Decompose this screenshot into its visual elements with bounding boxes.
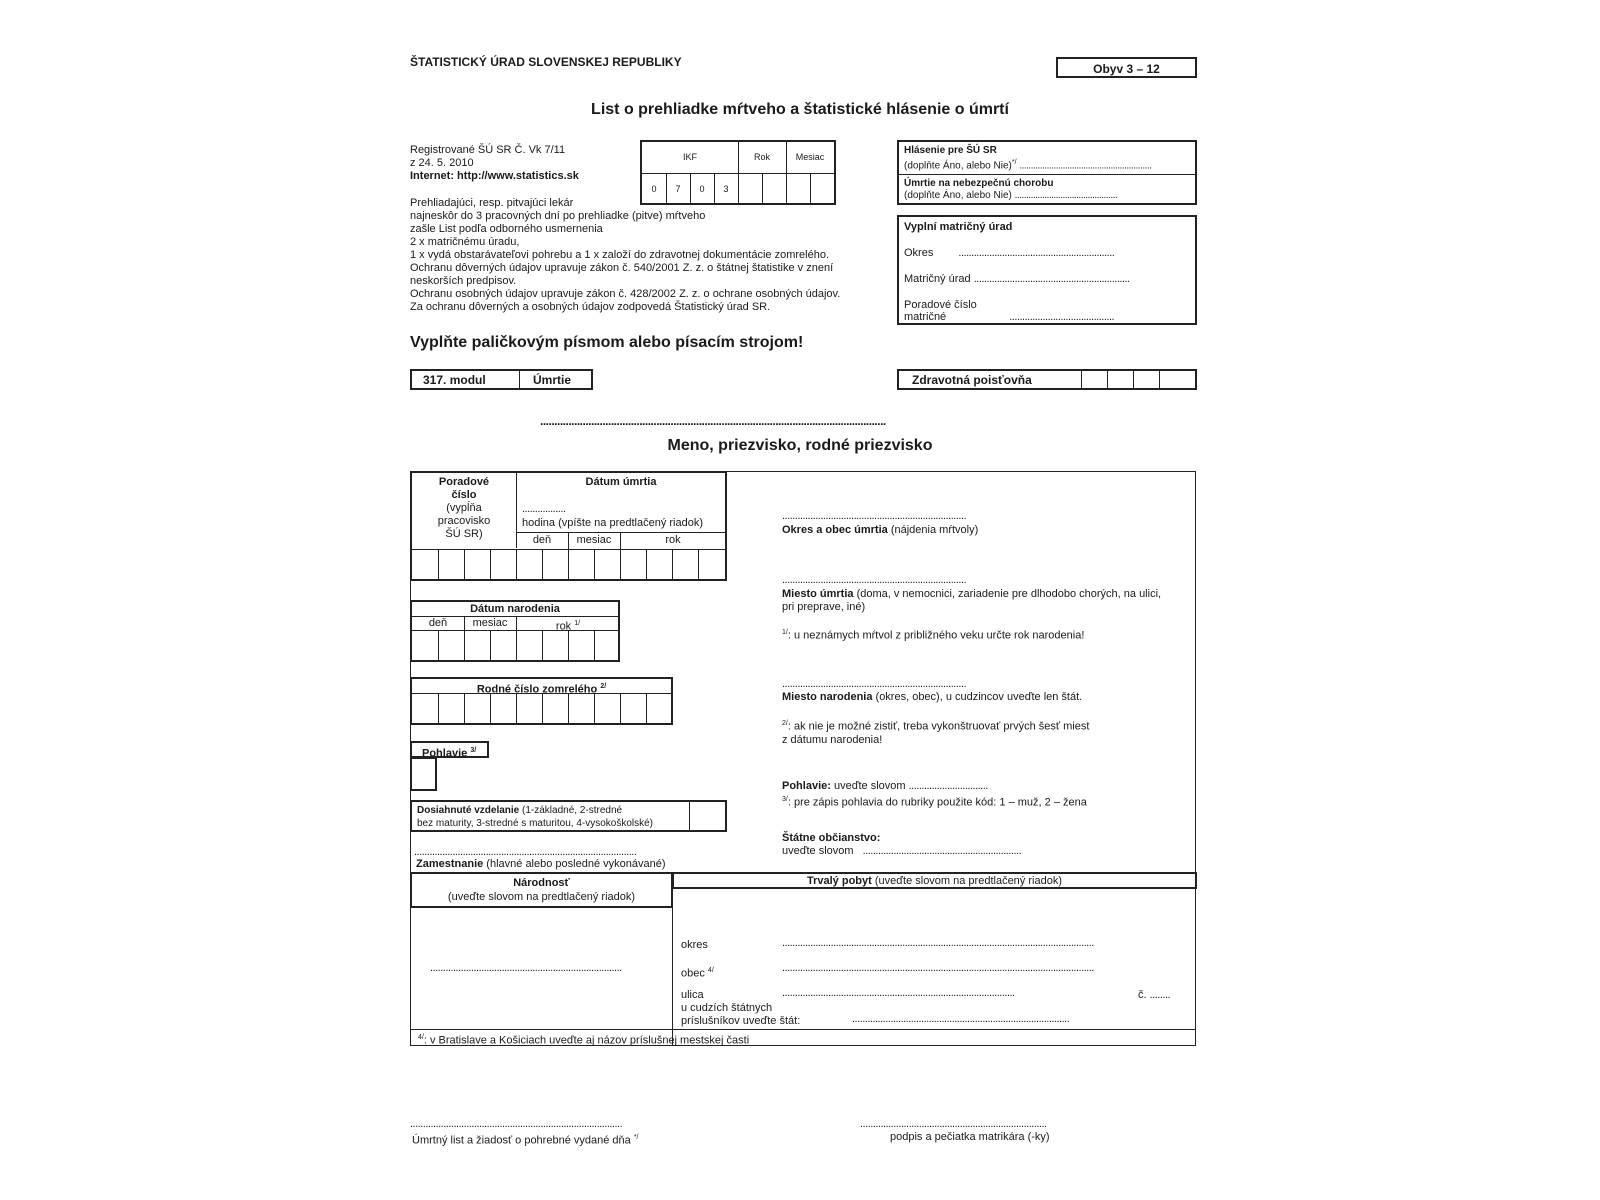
nationality-label: Národnosť [513,877,570,889]
day-label: deň [428,617,448,629]
ikf-digit: 7 [675,184,681,194]
okres-label: Okres [904,247,934,259]
instruction-line: Ochranu osobných údajov upravuje zákon č. 428/2002 Z. z. o ochrane osobných údajov. [410,288,841,300]
year-label: rok [665,534,681,546]
education-note: bez maturity, 3-stredné s maturitou, 4-vysokoškolské) [417,818,654,829]
issued-date-field[interactable]: ................................................................................... [410,1118,623,1130]
poradove-label2: matričné [904,311,947,323]
instruction-line: Prehliadajúci, resp. pitvajúci lekár [410,197,574,209]
sex-text-note: uveďte slovom [830,780,906,792]
instruction-line: neskorších predpisov. [410,275,517,287]
signature-label: podpis a pečiatka matrikára (-ky) [890,1131,1050,1143]
residence-title-box [672,872,1197,889]
poradove-cislo [412,476,516,541]
citizenship-field[interactable]: .............................................................. [862,845,1022,857]
signature-field[interactable]: ......................................................................... [860,1118,1047,1130]
death-place-field[interactable]: ........................................................................ [782,510,967,522]
insurance-label: Zdravotná poisťovňa [912,373,1032,387]
fill-note: Vyplňte paličkovým písmom alebo písacím strojom! [410,334,804,351]
year-text: rok [555,620,572,633]
residence-ulica-label: ulica [681,989,704,1001]
name-field[interactable]: .......................................................................................................................... [540,414,886,428]
foreign-label: príslušníkov uveďte štát: [681,1015,801,1027]
registry-title: Vyplní matričný úrad [904,221,1013,233]
poradove-text: Poradové [438,476,490,488]
death-location-field[interactable]: ........................................................................ [782,574,967,586]
footnote-2: : ak nie je možné zistiť, treba vykonštruovať prvých šesť miest [787,720,1090,733]
ikf-header: IKF [682,152,697,162]
residence-ulica-field[interactable]: ........................................................................................... [782,987,1015,999]
registration-info [410,144,579,183]
module-name: Úmrtie [533,373,572,387]
ikf-table [640,140,836,205]
nationality-note: (uveďte slovom na predtlačený riadok) [447,891,636,903]
name-caption: Meno, priezvisko, rodné priezvisko [667,437,933,454]
education-label: Dosiahnuté vzdelanie [417,805,520,816]
death-date-block [410,471,727,581]
residence-number-field[interactable]: ........ [1149,989,1171,1001]
rok-header: Rok [753,152,770,162]
footnote-mark: 3/ [470,747,477,754]
institution-name: ŠTATISTICKÝ ÚRAD SLOVENSKEJ REPUBLIKY [410,55,682,69]
footnote-mark: 4/ [418,1034,424,1041]
sex-text-field[interactable]: ............................... [908,780,988,792]
footnote-mark: */ [633,1134,639,1141]
okres-field[interactable]: ............................................................. [958,247,1115,259]
report-title: Hlásenie pre ŠÚ SR [904,145,997,156]
instruction-line: Ochranu dôverných údajov upravuje zákon č. 540/2001 Z. z. o štátnej štatistike v znení [410,262,834,274]
death-location-label: Miesto úmrtia [782,588,854,600]
occupation-note: (hlavné alebo posledné vykonávané) [483,858,666,870]
death-date-cells[interactable] [412,549,725,579]
sex-text-label: Pohlavie: [782,780,831,792]
occupation-label: Zamestnanie [416,858,484,870]
footnote-mark: */ [1011,159,1017,166]
form-code: Obyv 3 – 12 [1056,57,1197,78]
report-box [897,140,1197,205]
footnote-3: : pre zápis pohlavia do rubriky použite kód: 1 – muž, 2 – žena [787,796,1087,809]
birth-number-text: Rodné číslo zomrelého [476,683,598,696]
citizenship-label: Štátne občianstvo: [782,832,881,844]
poradove-text: pracovisko [437,515,491,527]
mesiac-header: Mesiac [795,152,825,162]
death-location-note: (doma, v nemocnici, zariadenie pre dlhodobo chorých, na ulici, [853,588,1162,600]
instruction-line: Za ochranu dôverných a osobných údajov zodpovedá Štatistický úrad SR. [410,301,771,313]
residence-okres-label: okres [681,939,708,951]
registry-box [897,215,1197,325]
instructions [410,197,840,314]
education-block [410,800,727,832]
poradove-label: Poradové číslo [904,299,977,311]
residence-number-label: č. [1138,989,1147,1001]
instruction-line: najneskôr do 3 pracovných dní po prehliadke (pitve) mŕtveho [410,210,706,222]
death-place-note: (nájdenia mŕtvoly) [887,524,979,536]
foreign-label: u cudzích štátnych [681,1002,773,1014]
registration-date: z 24. 5. 2010 [410,157,474,169]
footnote-mark: 2/ [600,683,607,690]
instruction-line: 2 x matričnému úradu, [410,236,520,248]
instruction-line: 1 x vydá obstarávateľovi pohrebu a 1 x založí do zdravotnej dokumentácie zomrelého. [410,249,830,261]
birth-date-block [410,600,620,662]
birth-place-label: Miesto narodenia [782,691,873,703]
residence-note: (uveďte slovom na predtlačený riadok) [871,875,1062,887]
nationality-field[interactable]: ........................................................................... [430,962,622,974]
issued-date-label: Úmrtný list a žiadosť o pohrebné vydané dňa [412,1134,631,1147]
poradove-text: ŠÚ SR) [445,528,483,540]
footnote-mark: 1/ [782,629,788,636]
disease-answer-field[interactable]: ............................................. [1014,190,1118,201]
poradove-text: (vypĺňa [446,502,482,514]
birth-number-block [410,677,673,725]
registration-line: Registrované ŠÚ SR Č. Vk 7/11 [410,144,566,156]
residence-obec-field[interactable]: .......................................................................................................................... [782,962,1094,974]
disease-title: Úmrtie na nebezpečnú chorobu [904,178,1054,189]
birth-place-note: (okres, obec), u cudzincov uveďte len štát. [872,691,1083,703]
month-label: mesiac [472,617,508,629]
education-cell[interactable] [690,802,725,830]
foreign-state-field[interactable]: ..................................................................................... [852,1013,1070,1025]
nationality-title-box [410,872,673,908]
birth-date-cells[interactable] [412,630,618,660]
report-note: (doplňte Áno, alebo Nie) [904,160,1012,172]
footnote-4: : v Bratislave a Košiciach uveďte aj názov príslušnej mestskej časti [423,1034,750,1047]
poradove-text: číslo [451,489,477,501]
footnote-mark: 3/ [782,796,788,803]
ikf-digit: 0 [651,184,657,194]
module-box [410,369,593,390]
residence-label: Trvalý pobyt [807,875,872,887]
occupation-field[interactable]: ....................................................................................... [414,846,637,858]
footnote-mark: 2/ [782,720,788,727]
ikf-digit: 3 [723,184,729,194]
birth-place-field[interactable]: ........................................................................ [782,678,967,690]
matricny-label: Matričný úrad [904,273,971,285]
sex-title [410,741,489,758]
footnote-mark: 4/ [707,967,714,974]
disease-note: (doplňte Áno, alebo Nie) [904,190,1012,201]
poradove-field[interactable]: ......................................... [1009,311,1115,323]
citizenship-note: uveďte slovom [782,845,854,857]
form-title: List o prehliadke mŕtveho a štatistické hlásenie o úmrtí [591,101,1009,118]
footnote-1: : u neznámych mŕtvol z približného veku určte rok narodenia! [787,629,1085,642]
death-date-title: Dátum úmrtia [585,476,657,488]
report-answer-field[interactable]: .......................................................... [1019,160,1152,172]
footnote-2: z dátumu narodenia! [782,733,883,746]
sex-label: Pohlavie [422,747,468,760]
day-label: deň [532,534,552,546]
hour-field[interactable]: ................. [522,503,566,515]
sex-cell[interactable] [410,757,437,791]
instruction-line: zašle List podľa odborného usmernenia [410,223,603,235]
residence-obec-label: obec [681,967,705,980]
death-location-note: pri preprave, iné) [782,601,866,613]
module-number: 317. modul [423,373,486,387]
insurance-box [897,369,1197,390]
birth-date-title: Dátum narodenia [470,603,560,615]
death-place-label: Okres a obec úmrtia [782,524,888,536]
birth-number-cells[interactable] [412,693,671,723]
hour-label: hodina (vpíšte na predtlačený riadok) [522,517,703,529]
footnote-mark: 1/ [574,620,581,627]
education-note: (1-základné, 2-stredné [519,805,623,816]
residence-okres-field[interactable]: .......................................................................................................................... [782,937,1094,949]
month-label: mesiac [576,534,612,546]
internet-link[interactable]: Internet: http://www.statistics.sk [410,170,579,182]
ikf-digit: 0 [699,184,705,194]
matricny-field[interactable]: ............................................................. [973,273,1130,285]
